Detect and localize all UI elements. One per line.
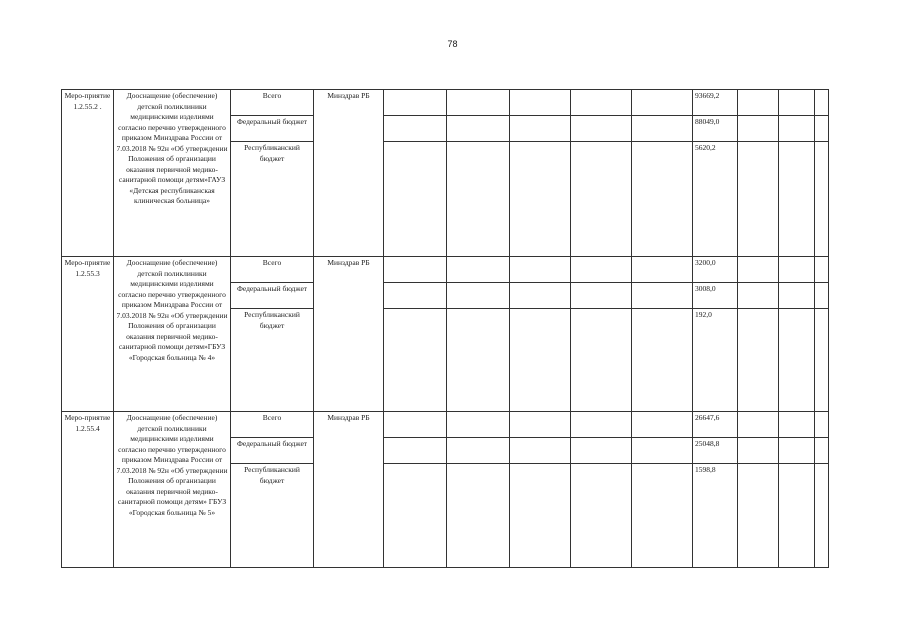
value-total: 3200,0 [693, 257, 738, 283]
value-republican: 1598,8 [693, 464, 738, 568]
value-federal: 88049,0 [693, 116, 738, 142]
value-republican: 192,0 [693, 309, 738, 412]
value-total: 26647,6 [693, 412, 738, 438]
table-row [62, 90, 829, 116]
executor: Минздрав РБ [314, 412, 384, 568]
measure-id: Меро-приятие 1.2.55.3 [62, 257, 114, 412]
measure-id: Меро-приятие 1.2.55.4 [62, 412, 114, 568]
source-total-label: Всего [231, 412, 314, 438]
executor: Минздрав РБ [314, 257, 384, 412]
measure-description: Дооснащение (обеспечение) детской поликлиники медицинскими изделиями согласно перечню утвержденного приказом Минздрава России от 7.03.2018 № 92н «Об утверждении Положения об организации оказания первичной медико-санитарной помощи детям» ГБУЗ «Городская больница № 5» [114, 412, 231, 568]
measure-id: Меро-приятие 1.2.55.2 . [62, 90, 114, 257]
source-republican-label: Республиканский бюджет [231, 142, 314, 257]
executor: Минздрав РБ [314, 90, 384, 257]
program-measures-table [61, 89, 829, 568]
table-row [62, 257, 829, 283]
source-total-label: Всего [231, 257, 314, 283]
table-row [62, 412, 829, 438]
source-total-label: Всего [231, 90, 314, 116]
value-republican: 5620,2 [693, 142, 738, 257]
value-federal: 3008,0 [693, 283, 738, 309]
page-number: 78 [447, 39, 458, 49]
source-federal-label: Федеральный бюджет [231, 283, 314, 309]
source-federal-label: Федеральный бюджет [231, 438, 314, 464]
measure-description: Дооснащение (обеспечение) детской поликлиники медицинскими изделиями согласно перечню утвержденного приказом Минздрава России от 7.03.2018 № 92н «Об утверждении Положения об организации оказания первичной медико-санитарной помощи детям»ГБУЗ «Городская больница № 4» [114, 257, 231, 412]
source-federal-label: Федеральный бюджет [231, 116, 314, 142]
source-republican-label: Республиканский бюджет [231, 309, 314, 412]
value-federal: 25048,8 [693, 438, 738, 464]
source-republican-label: Республиканский бюджет [231, 464, 314, 568]
value-total: 93669,2 [693, 90, 738, 116]
measure-description: Дооснащение (обеспечение) детской поликлиники медицинскими изделиями согласно перечню утвержденного приказом Минздрава России от 7.03.2018 № 92н «Об утверждении Положения об организации оказания первичной медико-санитарной помощи детям»ГАУЗ «Детская республиканская клиническая больница» [114, 90, 231, 257]
